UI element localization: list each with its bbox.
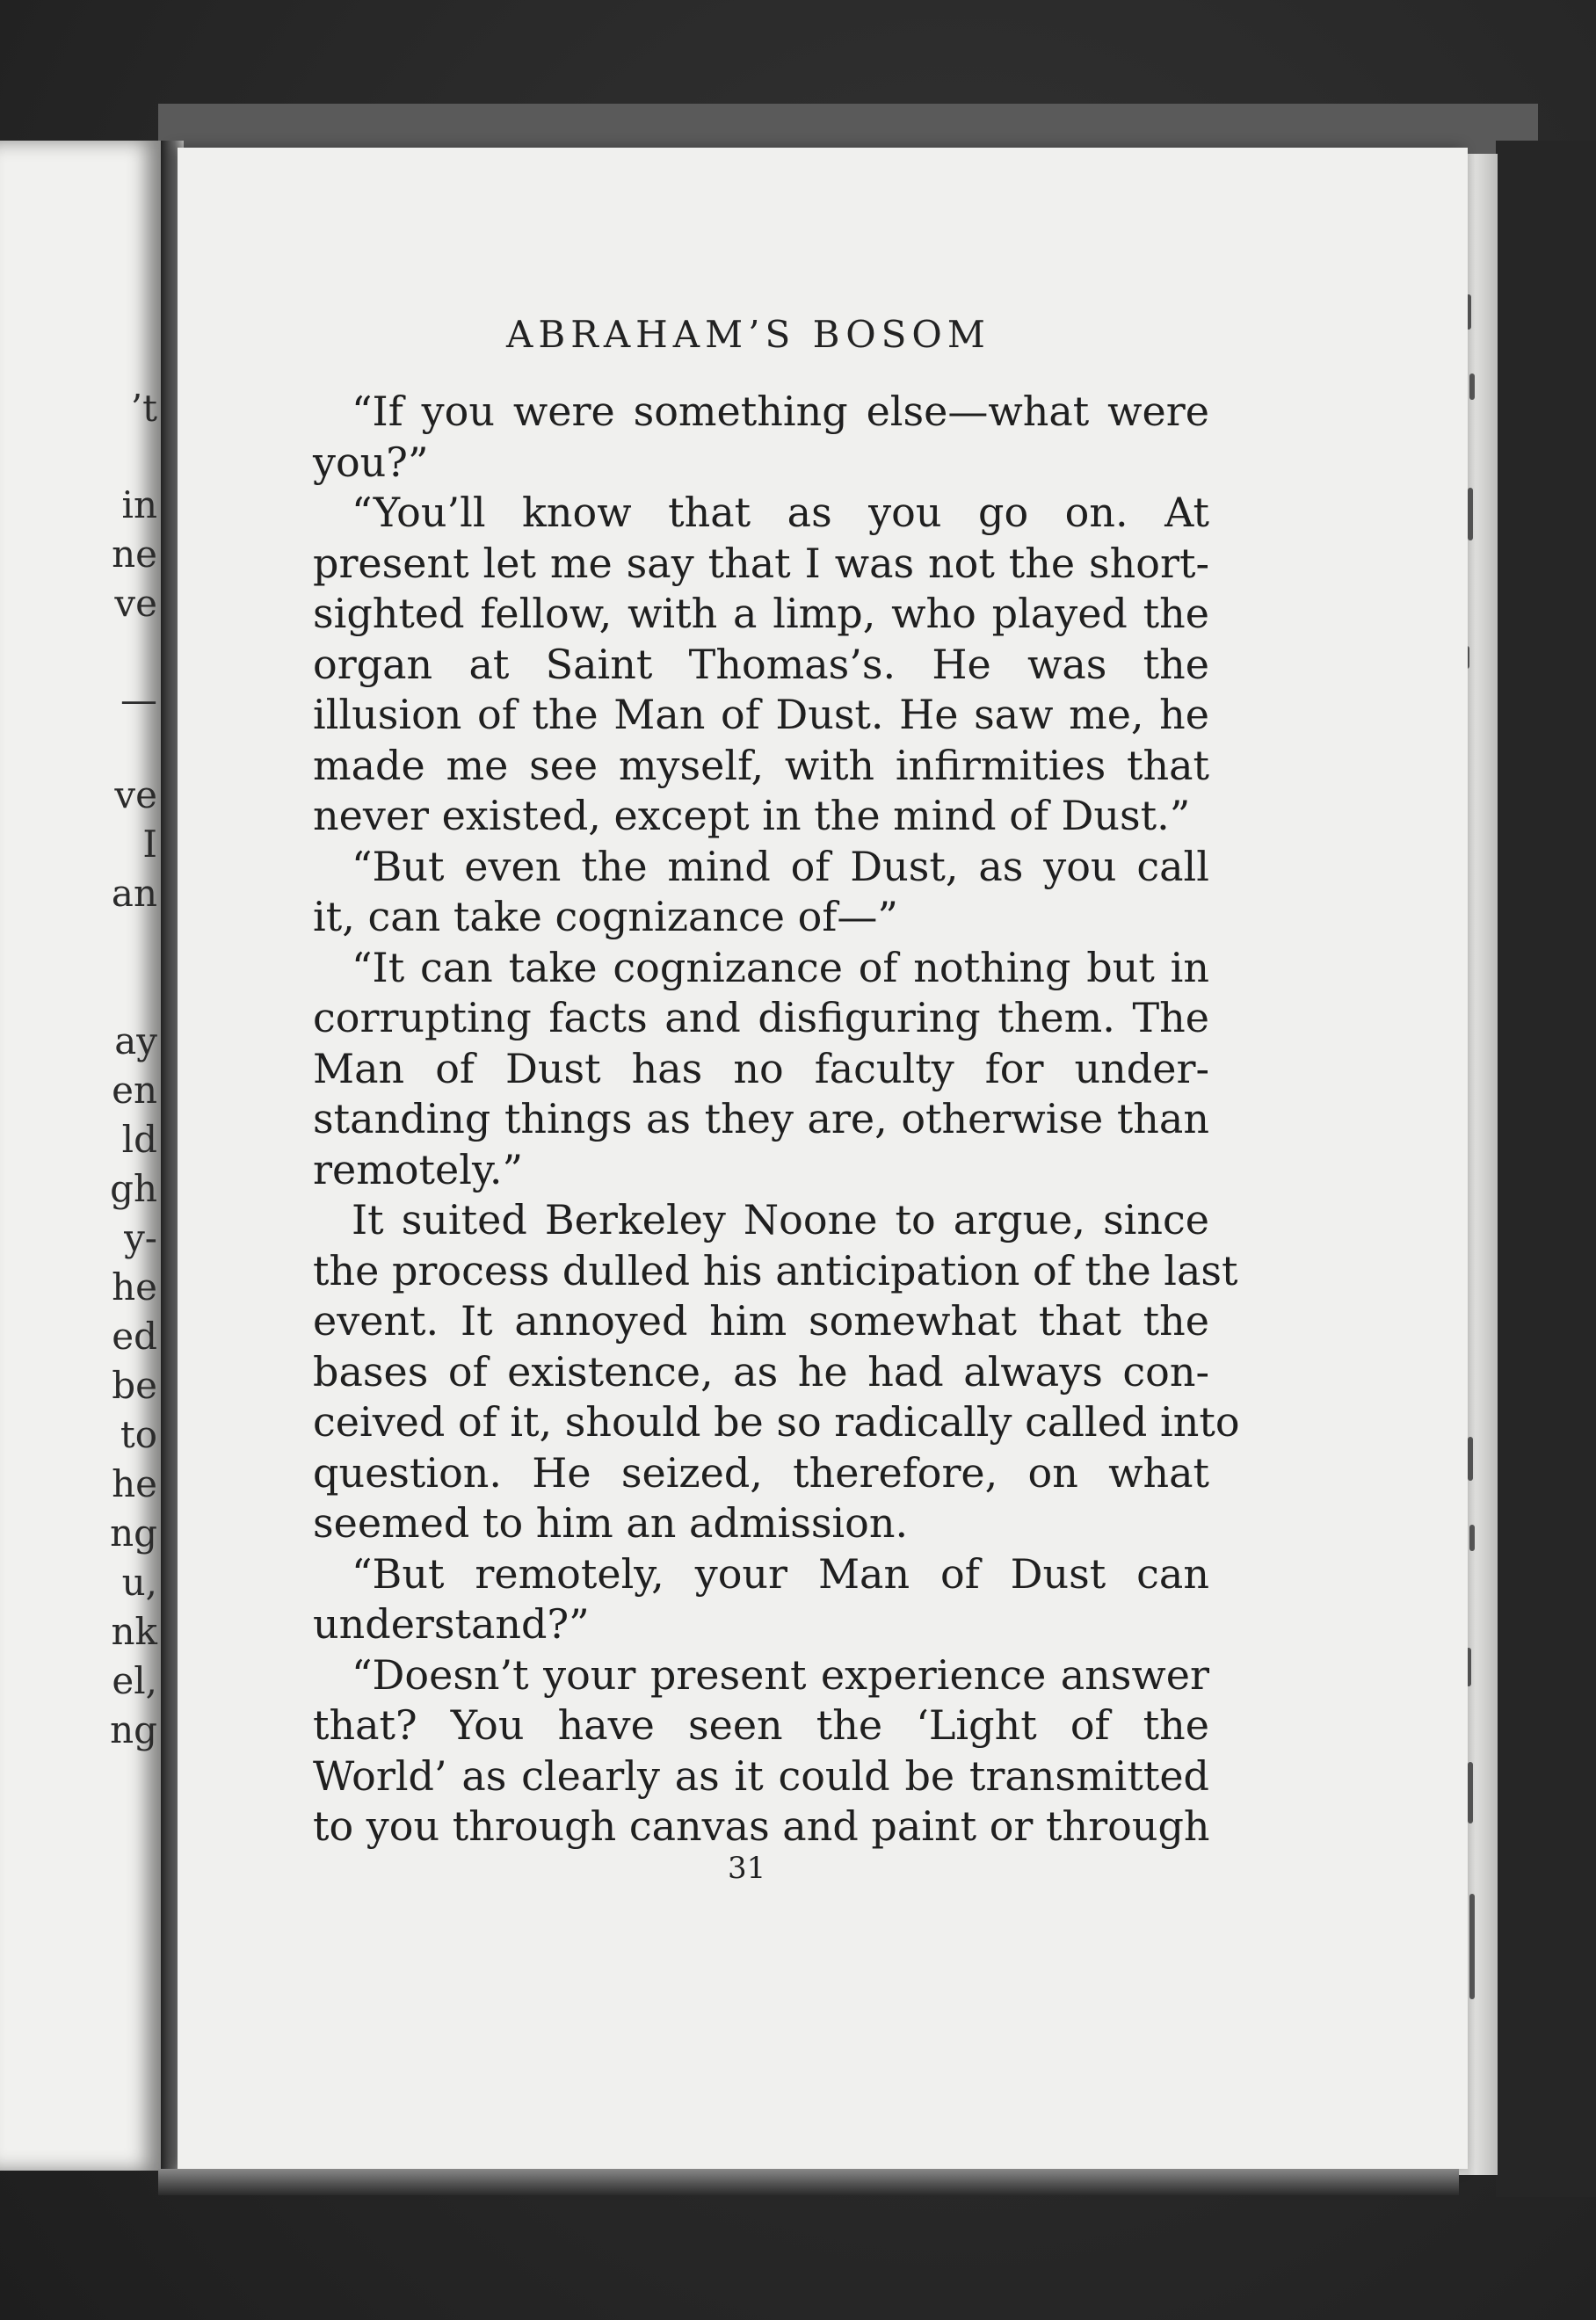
left-page-fragment: ed [112,1315,157,1358]
text-line: that? You have seen the ‘Light of the [313,1701,1209,1749]
text-line: understand?” [313,1600,590,1648]
text-line: “Doesn’t your present experience answer [352,1650,1209,1699]
left-page-fragment: ve [114,773,157,816]
edge-mark [1469,1525,1475,1551]
dark-margin-right [1496,141,1596,2197]
left-page-fragment: an [111,872,157,915]
left-page-fragment: he [112,1462,157,1505]
left-page-fragment: ld [121,1118,157,1161]
text-line: organ at Saint Thomas’s. He was the [313,640,1209,688]
text-line: It suited Berkeley Noone to argue, since [352,1196,1209,1243]
text-line: remotely.” [313,1145,523,1193]
text-line: standing things as they are, otherwise than [313,1095,1209,1142]
left-page [0,141,163,2171]
page-number: 31 [728,1851,766,1886]
text-line: illusion of the Man of Dust. He saw me, he [313,691,1209,738]
text-line: made me see myself, with infirmities that [313,741,1209,789]
text-line: “You’ll know that as you go on. At [352,489,1209,536]
edge-mark [1468,1762,1473,1823]
text-line: event. It annoyed him somewhat that the [313,1297,1209,1345]
text-line: to you through canvas and paint or through [313,1802,1210,1850]
edge-mark [1469,1894,1475,1999]
left-page-fragment: ng [110,1708,157,1751]
left-page-fragment: en [112,1069,157,1112]
edge-mark [1469,373,1475,400]
text-line: you?” [313,438,429,486]
text-line: it, can take cognizance of—” [313,893,898,940]
left-page-fragment: ng [110,1512,157,1555]
text-line: never existed, except in the mind of Dust.” [313,792,1191,839]
left-page-fragment: ’t [130,387,157,430]
text-line: ceived of it, should be so radically called into [313,1398,1240,1446]
left-page-fragment: y- [124,1216,157,1259]
text-line: present let me say that I was not the short- [313,539,1209,587]
left-page-fragment: I [142,823,157,866]
left-page-fragment: to [120,1413,157,1456]
page-bottom-shadow [158,2169,1459,2195]
edge-mark [1468,488,1473,540]
text-line: corrupting facts and disfiguring them. The [313,994,1209,1041]
text-line: “But even the mind of Dust, as you call [352,842,1209,890]
text-line: “But remotely, your Man of Dust can [352,1549,1209,1598]
text-line: seemed to him an admission. [313,1499,909,1547]
left-page-fragment: gh [110,1167,157,1210]
text-line: Man of Dust has no faculty for under- [313,1044,1209,1092]
running-head: ABRAHAM’S BOSOM [506,313,990,356]
text-line: the process dulled his anticipation of the last [313,1246,1238,1294]
left-page-fragment: — [120,678,157,721]
text-line: question. He seized, therefore, on what [313,1448,1209,1497]
left-page-fragment: ne [112,533,157,576]
text-line: sighted fellow, with a limp, who played the [313,590,1209,637]
text-line: “It can take cognizance of nothing but in [352,943,1209,991]
edge-mark [1468,1437,1473,1481]
body-text [313,387,1240,1852]
left-page-fragment: ve [114,582,157,625]
left-page-fragment: el, [112,1659,157,1702]
text-line: World’ as clearly as it could be transmitted [313,1751,1209,1800]
left-page-fragment: u, [121,1561,157,1604]
left-page-fragment: nk [111,1610,157,1653]
text-line: “If you were something else—what were [352,388,1209,435]
left-page-fragment: in [121,483,157,526]
left-page-fragment: be [112,1364,157,1407]
left-page-fragment: ay [114,1019,157,1062]
text-line: bases of existence, as he had always con- [313,1347,1209,1396]
left-page-fragment: he [112,1265,157,1309]
